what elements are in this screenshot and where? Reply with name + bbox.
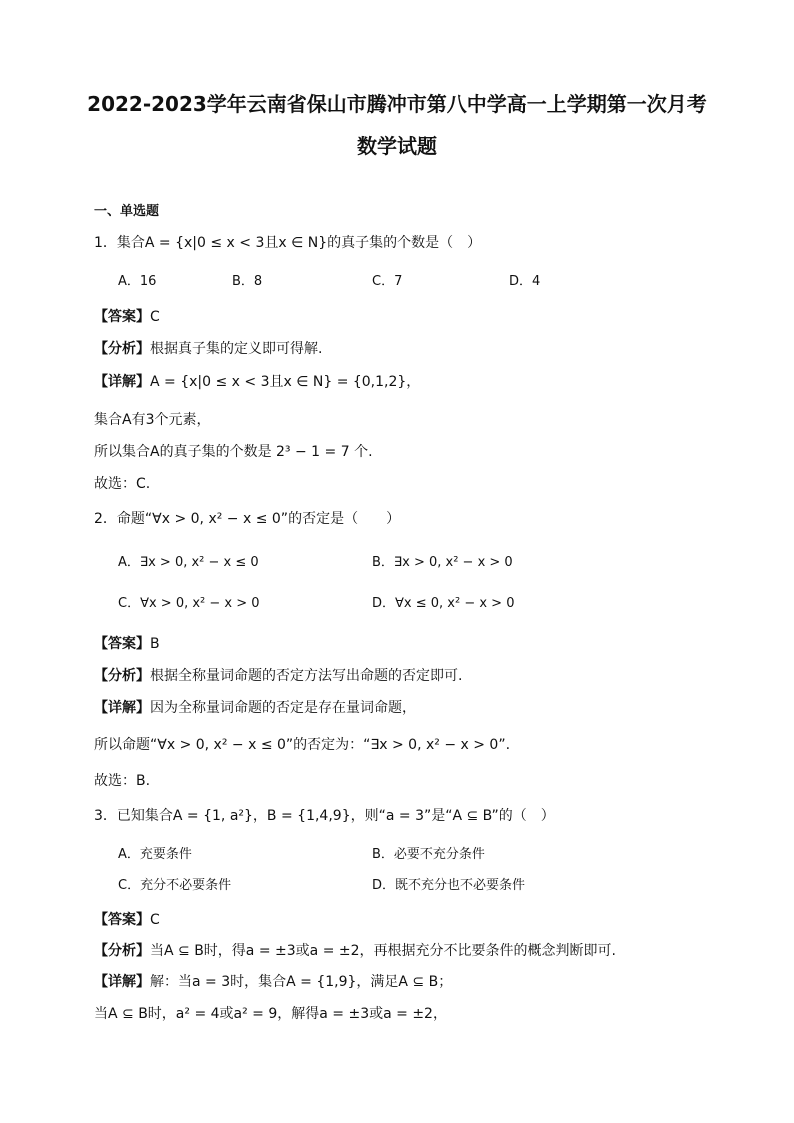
answer-tag: 【答案】 <box>94 636 150 652</box>
q2-option-c: C．∀x > 0, x² − x > 0 <box>118 596 260 611</box>
q1-detail-line2: 集合A有3个元素， <box>94 412 211 428</box>
q2-option-a: A．∃x > 0, x² − x ≤ 0 <box>118 555 259 570</box>
q2-option-d: D．∀x ≤ 0, x² − x > 0 <box>372 596 515 611</box>
q3-option-c: C．充分不必要条件 <box>118 878 232 893</box>
analysis-text: 根据真子集的定义即可得解. <box>150 341 323 357</box>
q1-option-c: C．7 <box>372 274 403 289</box>
q3-detail-line2: 当A ⊆ B时，a² = 4或a² = 9，解得a = ±3或a = ±2， <box>94 1006 447 1022</box>
q2-stem: 2．命题“∀x > 0, x² − x ≤ 0”的否定是（ ） <box>94 511 401 527</box>
q3-stem: 3．已知集合A = {1, a²}，B = {1,4,9}，则“a = 3”是“A ⊆ B”的（ ） <box>94 808 555 824</box>
q1-option-b: B．8 <box>232 274 263 289</box>
q1-detail-line4: 故选：C. <box>94 476 151 492</box>
answer-value: C <box>150 309 160 325</box>
q3-detail <box>94 972 452 992</box>
q3-option-a: A．充要条件 <box>118 847 192 862</box>
detail-text: 解：当a = 3时，集合A = {1,9}，满足A ⊆ B； <box>150 974 453 990</box>
q1-option-a: A．16 <box>118 274 157 289</box>
detail-tag: 【详解】 <box>94 700 150 716</box>
q2-detail-line3: 故选：B. <box>94 773 151 789</box>
q1-stem: 1．集合A = {x|0 ≤ x < 3且x ∈ N}的真子集的个数是（ ） <box>94 235 482 251</box>
q2-detail-line2: 所以命题“∀x > 0, x² − x ≤ 0”的否定为：“∃x > 0, x² − x > 0”. <box>94 737 511 753</box>
answer-value: C <box>150 912 160 928</box>
detail-text: A = {x|0 ≤ x < 3且x ∈ N} = {0,1,2}， <box>150 374 421 390</box>
exam-title-line2: 数学试题 <box>357 134 437 158</box>
exam-title-line1: 2022-2023学年云南省保山市腾冲市第八中学高一上学期第一次月考 <box>87 92 707 116</box>
answer-tag: 【答案】 <box>94 309 150 325</box>
analysis-tag: 【分析】 <box>94 341 150 357</box>
q3-option-b: B．必要不充分条件 <box>372 847 485 862</box>
analysis-text: 当A ⊆ B时，得a = ±3或a = ±2，再根据充分不比要条件的概念判断即可. <box>150 943 616 959</box>
q1-option-d: D．4 <box>509 274 541 289</box>
answer-value: B <box>150 636 160 652</box>
section-heading: 一、单选题 <box>94 204 160 219</box>
q2-answer <box>94 634 160 654</box>
q1-answer <box>94 307 160 327</box>
q3-answer <box>94 910 160 930</box>
analysis-tag: 【分析】 <box>94 943 150 959</box>
q2-analysis <box>94 666 462 686</box>
answer-tag: 【答案】 <box>94 912 150 928</box>
detail-tag: 【详解】 <box>94 974 150 990</box>
q1-detail-line3: 所以集合A的真子集的个数是 2³ − 1 = 7 个. <box>94 444 373 460</box>
q1-analysis <box>94 339 322 359</box>
analysis-text: 根据全称量词命题的否定方法写出命题的否定即可. <box>150 668 463 684</box>
q3-analysis <box>94 941 616 961</box>
q1-detail <box>94 372 420 392</box>
detail-text: 因为全称量词命题的否定是存在量词命题， <box>150 700 416 716</box>
q3-option-d: D．既不充分也不必要条件 <box>372 878 526 893</box>
q2-detail <box>94 698 416 718</box>
detail-tag: 【详解】 <box>94 374 150 390</box>
q2-option-b: B．∃x > 0, x² − x > 0 <box>372 555 513 570</box>
analysis-tag: 【分析】 <box>94 668 150 684</box>
